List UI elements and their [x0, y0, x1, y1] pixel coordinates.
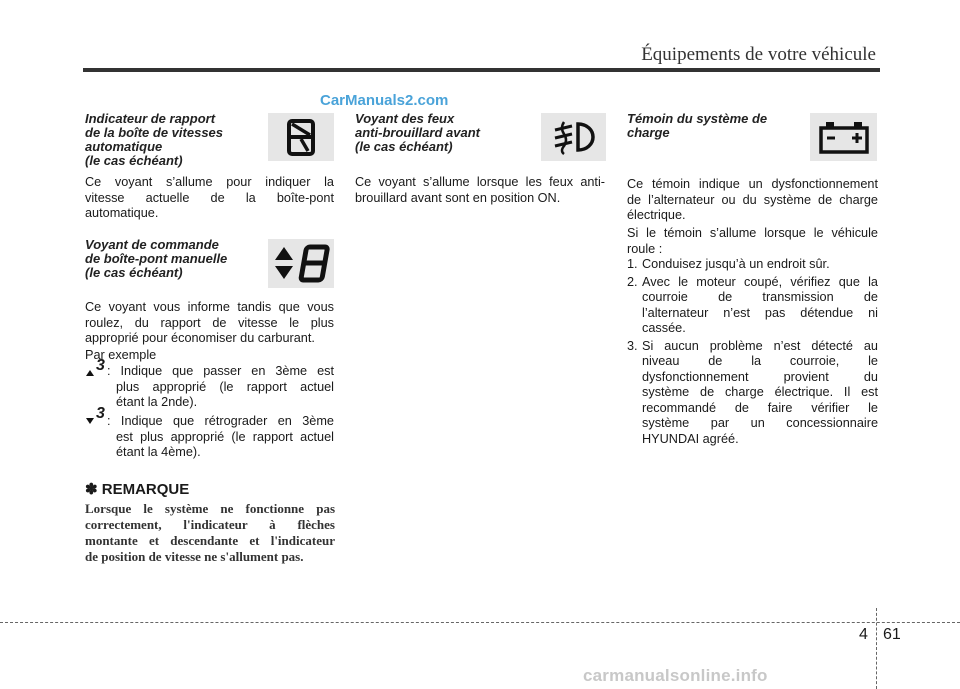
example-label: Par exemple: [85, 348, 157, 362]
chapter-number: 4: [859, 626, 868, 643]
section-heading-front-fog: Voyant des feux anti-brouillard avant (le cas échéant): [355, 111, 480, 154]
watermark-bottom: carmanualsonline.info: [583, 666, 768, 685]
front-fog-light-icon: [541, 113, 606, 161]
shift-up-down-indicator-icon: [268, 239, 334, 288]
section-body-charging-condition: Si le témoin s’allume lorsque le véhicule roule :: [627, 226, 878, 256]
section-heading-manual-shift-indicator: Voyant de commande de boîte-pont manuelle (le cas échéant): [85, 237, 228, 280]
battery-charge-icon: [810, 113, 877, 161]
charging-steps-list: [627, 257, 878, 447]
section-heading-auto-gear-indicator: Indicateur de rapport de la boîte de vitesses automatique (le cas échéant): [85, 111, 224, 168]
watermark-top: CarManuals2.com: [320, 92, 449, 109]
example-up-text: : Indique que passer en 3ème est plus approprié (le rapport actuel étant la 2nde).: [107, 364, 334, 409]
footer-divider: [876, 608, 877, 689]
shift-down-digit: 3: [96, 405, 105, 422]
remark-heading: ✽ REMARQUE: [85, 481, 190, 498]
section-heading-charging-system: Témoin du système de charge: [627, 111, 768, 140]
shift-up-digit: 3: [96, 357, 105, 374]
example-down-text: : Indique que rétrograder en 3ème est plus approprié (le rapport actuel étant la 4ème).: [107, 414, 334, 459]
section-body-auto-gear-indicator: Ce voyant s’allume pour indiquer la vitesse actuelle de la boîte-pont automatique.: [85, 175, 334, 220]
section-body-charging-intro: Ce témoin indique un dysfonctionnement de l’alternateur ou du système de charge électrique.: [627, 177, 878, 222]
page-number: 61: [883, 626, 901, 643]
header-rule: [83, 68, 880, 72]
section-body-front-fog: Ce voyant s’allume lorsque les feux anti- brouillard avant sont en position ON.: [355, 175, 605, 205]
footer-rule: [0, 622, 960, 623]
list-item: 3. Si aucun problème n’est détecté au niveau de la courroie, le dysfonctionnement provient du système de charge électrique. Il est recommandé de faire vérifier le système par un concessionnaire HYUNDAI agréé.: [627, 338, 878, 446]
page-header-title: Équipements de votre véhicule: [641, 44, 876, 65]
list-item: 2. Avec le moteur coupé, vérifiez que la courroie de transmission de l’alternateur n’est pas détendue ni cassée.: [627, 274, 878, 335]
remark-body: Lorsque le système ne fonctionne pas correctement, l'indicateur à flèches montante et descendante et l'indicateur de position de vitesse ne s'allument pas.: [85, 501, 335, 564]
section-body-manual-shift-indicator: Ce voyant vous informe tandis que vous roulez, du rapport de vitesse le plus approprié pour économiser du carburant.: [85, 300, 334, 345]
list-item: 1. Conduisez jusqu’à un endroit sûr.: [627, 257, 830, 271]
gear-position-indicator-icon: [268, 113, 334, 161]
